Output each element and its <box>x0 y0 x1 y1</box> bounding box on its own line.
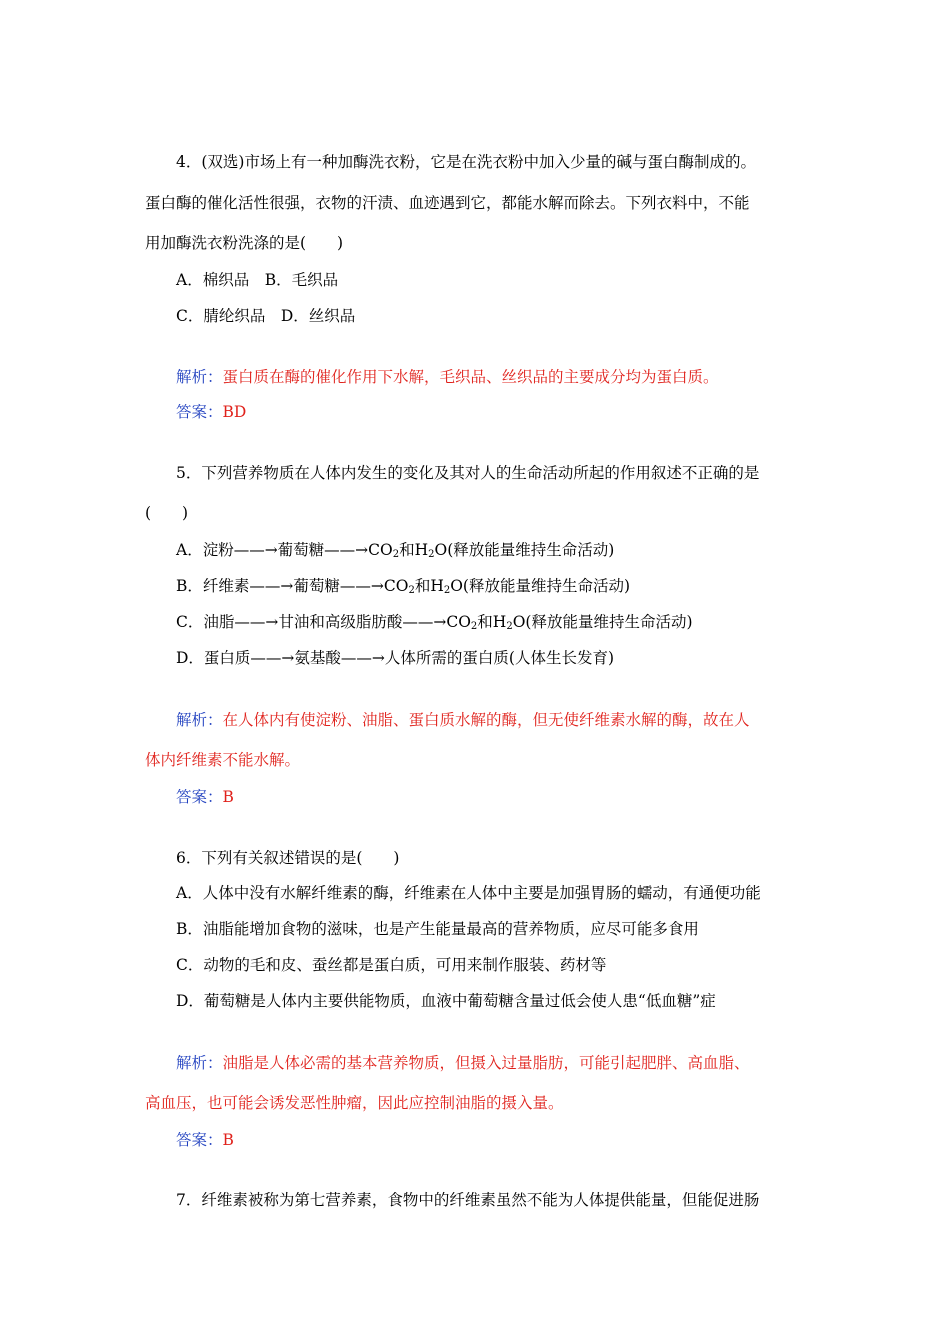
q6-option-b: B．油脂能增加食物的滋味，也是产生能量最高的营养物质，应尽可能多食用 <box>176 920 699 938</box>
q5-answer <box>176 787 234 807</box>
analysis-text: 蛋白质在酶的催化作用下水解，毛织品、丝织品的主要成分均为蛋白质。 <box>222 368 719 386</box>
q6-option-c: C．动物的毛和皮、蚕丝都是蛋白质，可用来制作服装、药材等 <box>176 956 607 974</box>
answer-value: B <box>222 788 234 806</box>
analysis-text: 在人体内有使淀粉、油脂、蛋白质水解的酶，但无使纤维素水解的酶，故在人 <box>222 711 750 729</box>
q4-analysis <box>176 367 719 387</box>
q4-stem-line-3: 用加酶洗衣粉洗涤的是( ) <box>145 234 344 252</box>
q6-analysis-line-1 <box>176 1053 750 1073</box>
q6-answer <box>176 1130 234 1150</box>
answer-value: BD <box>222 403 247 421</box>
q4-answer <box>176 402 246 422</box>
q5-option-a: A．淀粉——→葡萄糖$——\to CO_2$和$H_2O$(释放能量维持生命活动) <box>176 541 615 560</box>
analysis-text: 油脂是人体必需的基本营养物质，但摄入过量脂肪，可能引起肥胖、高血脂、 <box>222 1054 750 1072</box>
q5-option-d: D．蛋白质——→氨基酸——→人体所需的蛋白质(人体生长发育) <box>176 649 614 667</box>
answer-value: B <box>222 1131 234 1149</box>
q4-stem-line-1: 4．(双选)市场上有一种加酶洗衣粉，它是在洗衣粉中加入少量的碱与蛋白酶制成的。 <box>176 153 756 171</box>
analysis-label: 解析： <box>176 1054 223 1072</box>
answer-label: 答案： <box>176 788 223 806</box>
q5-stem-line-1: 5．下列营养物质在人体内发生的变化及其对人的生命活动所起的作用叙述不正确的是 <box>176 464 760 482</box>
q4-option-cd: C．腈纶织品 D．丝织品 <box>176 307 356 325</box>
q6-analysis-line-2: 高血压，也可能会诱发恶性肿瘤，因此应控制油脂的摄入量。 <box>145 1094 564 1112</box>
q6-stem: 6．下列有关叙述错误的是( ) <box>176 849 400 867</box>
answer-label: 答案： <box>176 403 223 421</box>
q5-option-c: C．油脂——→甘油和高级脂肪酸$——\to CO_2$和$H_2O$(释放能量维持生命活动) <box>176 613 693 632</box>
q4-option-ab: A．棉织品 B．毛织品 <box>176 271 339 289</box>
q5-analysis-line-2: 体内纤维素不能水解。 <box>145 751 301 769</box>
q5-option-b: B．纤维素——→葡萄糖$——\to CO_2$和$H_2O$(释放能量维持生命活动) <box>176 577 631 596</box>
q5-stem-line-2: ( ) <box>145 504 189 522</box>
q4-stem-line-2: 蛋白酶的催化活性很强，衣物的汗渍、血迹遇到它，都能水解而除去。下列衣料中，不能 <box>145 194 750 212</box>
q7-stem-line-1: 7．纤维素被称为第七营养素，食物中的纤维素虽然不能为人体提供能量，但能促进肠 <box>176 1191 760 1209</box>
analysis-label: 解析： <box>176 711 223 729</box>
answer-label: 答案： <box>176 1131 223 1149</box>
q6-option-a: A．人体中没有水解纤维素的酶，纤维素在人体中主要是加强胃肠的蠕动，有通便功能 <box>176 884 761 902</box>
analysis-label: 解析： <box>176 368 223 386</box>
q5-analysis-line-1 <box>176 710 750 730</box>
q6-option-d: D．葡萄糖是人体内主要供能物质，血液中葡萄糖含量过低会使人患“低血糖”症 <box>176 992 716 1010</box>
